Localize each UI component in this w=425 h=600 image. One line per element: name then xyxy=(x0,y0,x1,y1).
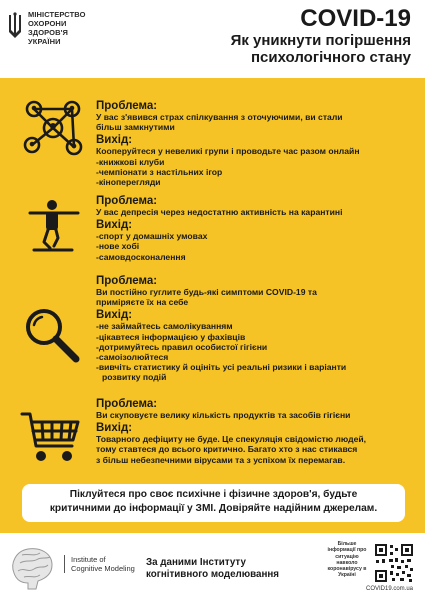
section-communication xyxy=(96,100,416,187)
brain-logo-icon xyxy=(6,543,58,591)
solution-item: -самоізолюйтеся xyxy=(96,352,169,363)
section-googling xyxy=(96,275,416,383)
ministry-line: УКРАЇНИ xyxy=(28,37,61,46)
solution-item: -самовдосконалення xyxy=(96,251,186,262)
more-info-line: коронавірусу в xyxy=(327,566,367,573)
solution-label: Вихід: xyxy=(96,219,133,232)
banner-line: Піклуйтеся про своє психічне і фізичне здоров'я, будьте xyxy=(69,489,358,500)
problem-text: У вас з'явився страх спілкування з оточуючими, ви стали xyxy=(96,112,343,122)
solution-item: -вивчіть статистику й оцініть усі реальні ризики і варіанти xyxy=(96,362,347,373)
solution-item: -нове хобі xyxy=(96,241,140,252)
section-depression xyxy=(96,195,416,262)
problem-label: Проблема: xyxy=(96,100,158,112)
institute-name xyxy=(64,555,135,573)
more-info-line: ситуацію навколо xyxy=(335,553,359,566)
source-line: За даними Інституту xyxy=(146,557,246,568)
section-shopping xyxy=(96,398,416,465)
source-note xyxy=(146,557,279,580)
more-info-line: інформації про xyxy=(327,547,367,554)
magnifier-icon xyxy=(22,305,82,365)
solution-item: -спорт у домашніх умовах xyxy=(96,231,208,242)
solution-item: тому ставтеся до всього критично. Багато хто з нас стикався xyxy=(96,444,358,455)
title-covid: COVID-19 xyxy=(300,5,411,32)
more-info-line: Більше xyxy=(337,541,357,547)
banner-line: критичними до інформації у ЗМІ. Довіряйте надійним джерелам. xyxy=(49,502,378,514)
solution-item: -чемпіонати з настільних ігор xyxy=(96,166,223,177)
subtitle-line: психологічного стану xyxy=(250,49,411,66)
solution-item: Товарного дефіциту не буде. Це спекуляція свідомістю людей, xyxy=(96,434,367,445)
solution-item: розвитку подій xyxy=(102,372,167,383)
solution-item: -не займайтесь самолікуванням xyxy=(96,321,233,332)
exercise-person-icon xyxy=(24,198,84,254)
more-info-text xyxy=(324,541,370,579)
ministry-logo xyxy=(8,10,86,46)
header xyxy=(0,0,425,78)
ministry-line: ЗДОРОВ'Я xyxy=(28,28,69,37)
ministry-name xyxy=(28,10,86,46)
solution-item: -книжкові клуби xyxy=(96,156,165,167)
solution-label: Вихід: xyxy=(96,134,133,147)
trident-icon xyxy=(8,12,22,40)
solution-item: -дотримуйтесь правил особистої гігієни xyxy=(96,341,268,352)
footer xyxy=(0,533,425,600)
solution-label: Вихід: xyxy=(96,422,133,435)
qr-code-icon[interactable] xyxy=(374,543,414,583)
problem-label: Проблема: xyxy=(96,195,158,207)
problem-label: Проблема: xyxy=(96,275,158,287)
problem-text: Ви скуповуєте велику кількість продуктів та засобів гігієни xyxy=(96,410,351,420)
solution-label: Вихід: xyxy=(96,309,133,322)
solution-item: з більш небезпечними вірусами та з успіхом їх перемагав. xyxy=(96,454,346,465)
subtitle-line: Як уникнути погіршення xyxy=(230,32,411,49)
problem-text: приміряєте їх на себе xyxy=(96,297,189,308)
problem-text: більш замкнутими xyxy=(96,122,175,133)
source-line: когнітивного моделювання xyxy=(146,568,280,580)
institute-line: Cognitive Modeling xyxy=(71,564,135,573)
ministry-line: МІНІСТЕРСТВО xyxy=(28,10,86,19)
shopping-cart-icon xyxy=(20,408,82,466)
solution-item: -кіноперегляди xyxy=(96,177,161,188)
problem-label: Проблема: xyxy=(96,398,158,410)
network-people-icon xyxy=(20,95,86,161)
website-link[interactable]: COVID19.com.ua xyxy=(366,586,414,592)
poster-title xyxy=(231,6,411,66)
advice-banner xyxy=(22,484,405,522)
more-info-line: Україні xyxy=(338,572,356,579)
solution-item: Кооперуйтеся у невеликі групи і проводьте час разом онлайн xyxy=(96,146,360,157)
problem-text: Ви постійно гуглите будь-які симптоми COVID-19 та xyxy=(96,287,317,297)
solution-item: -цікавтеся інформацією у фахівців xyxy=(96,331,246,342)
institute-line: Institute of xyxy=(71,555,106,564)
problem-text: У вас депресія через недостатню активність на карантині xyxy=(96,207,343,217)
ministry-line: ОХОРОНИ xyxy=(28,19,67,28)
